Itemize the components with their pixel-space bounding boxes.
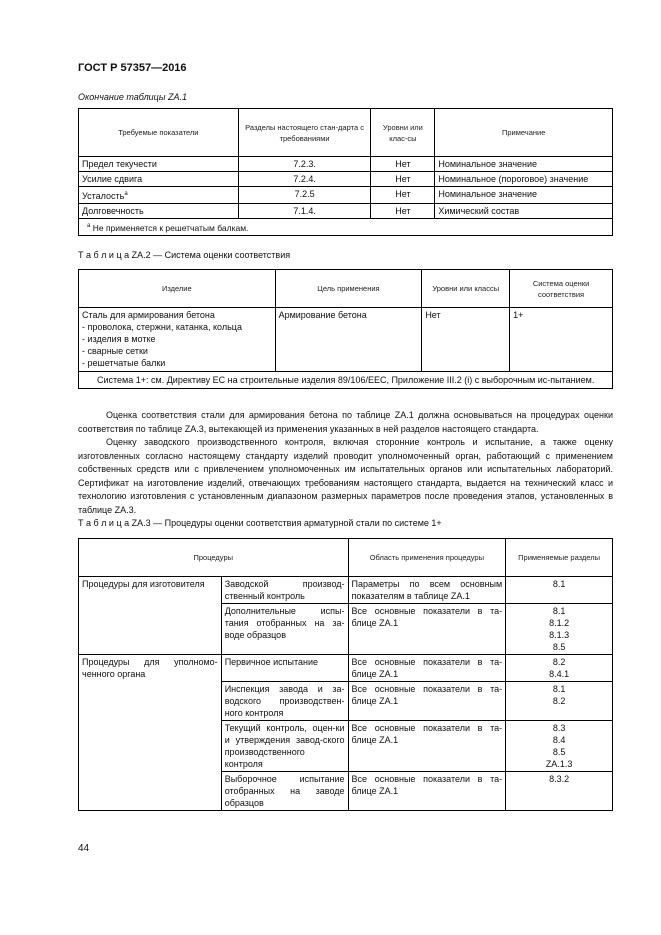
za1-param: Долговечность bbox=[79, 204, 239, 219]
za3-header-sections: Применяемые разделы bbox=[506, 539, 613, 577]
za3-sections bbox=[506, 682, 613, 721]
za3-section: 8.4.1 bbox=[549, 669, 570, 679]
table-row bbox=[79, 308, 613, 372]
za3-proc: Инспекция завода и за-водского производствен-ного контроля bbox=[221, 682, 348, 721]
za3-scope: Параметры по всем основным показателям в таблице ZA.1 bbox=[348, 577, 506, 604]
za2-product-line: - проволока, стержни, катанка, кольца bbox=[82, 322, 242, 332]
za3-scope: Все основные показатели в та-блице ZA.1 bbox=[348, 772, 506, 811]
za3-header-procedures: Процедуры bbox=[79, 539, 349, 577]
za3-section: 8.1.2 bbox=[549, 618, 570, 628]
za2-purpose: Армирование бетона bbox=[275, 308, 422, 372]
za3-sections bbox=[506, 577, 613, 604]
za1-footnote-mark: a bbox=[87, 223, 91, 229]
za2-header-system: Система оценки соответствия bbox=[510, 270, 613, 308]
table-row bbox=[79, 187, 613, 204]
table-row bbox=[79, 655, 613, 682]
table-za3-caption-title: — Процедуры оценки соответствия арматурной стали по системе 1+ bbox=[150, 518, 442, 528]
za3-group-manufacturer: Процедуры для изготовителя bbox=[79, 577, 222, 655]
table-za3 bbox=[78, 538, 613, 811]
za1-param: Усилие сдвига bbox=[79, 172, 239, 187]
za3-proc: Первичное испытание bbox=[221, 655, 348, 682]
za1-note: Номинальное значение bbox=[435, 187, 613, 204]
za2-system: 1+ bbox=[510, 308, 613, 372]
za3-section: 8.1 bbox=[552, 579, 566, 589]
za3-scope: Все основные показатели в та-блице ZA.1 bbox=[348, 721, 506, 772]
za2-product bbox=[79, 308, 276, 372]
za1-levels: Нет bbox=[371, 172, 435, 187]
za3-group-authority: Процедуры для уполномо-ченного органа bbox=[79, 655, 222, 811]
za3-section: 8.4 bbox=[552, 735, 566, 745]
za3-section: 8.1 bbox=[552, 684, 566, 694]
za3-sections bbox=[506, 655, 613, 682]
table-row bbox=[79, 204, 613, 219]
za3-proc: Выборочное испытание отобранных на заводе образцов bbox=[221, 772, 348, 811]
za1-section: 7.1.4. bbox=[238, 204, 371, 219]
za2-header-product: Изделие bbox=[79, 270, 276, 308]
table-za3-caption bbox=[78, 518, 442, 528]
za2-header-levels: Уровни или классы bbox=[422, 270, 510, 308]
paragraph-1: Оценка соответствия стали для армирования бетона по таблице ZA.1 должна основываться на процедурах оценки соответствия по таблице ZA.3, вытекающей из применения указанных в ней разделов настоящего стандарта. bbox=[78, 410, 613, 434]
table-row bbox=[79, 157, 613, 172]
za1-section: 7.2.5 bbox=[238, 187, 371, 204]
za3-section: 8.1.3 bbox=[549, 630, 570, 640]
paragraph-2: Оценку заводского производственного контроля, включая сторонние контроль и испытание, а также оценку изготовленных согласно настоящему стандарту изделий проводит уполномоченный орган, работающий с применением собственных средств или с привлечением уполномоченных им испытательных органов или испытательных лабораторий. Сертификат на изготовление изделий, отвечающих требованиям настоящего стандарта, выдается на технический класс и технологию изготовления с установленным диапазоном размерных параметров после проведения этапов, установленных в таблице ZA.3. bbox=[78, 437, 613, 515]
za3-proc: Текущий контроль, оцен-ки и утверждения завод-ского производственного контроля bbox=[221, 721, 348, 772]
za3-sections bbox=[506, 604, 613, 655]
za3-header-scope: Область применения процедуры bbox=[348, 539, 506, 577]
za1-param: Предел текучести bbox=[79, 157, 239, 172]
table-za2-caption-prefix: Т а б л и ц а ZA.2 bbox=[78, 250, 151, 260]
za3-section: 8.1 bbox=[552, 606, 566, 616]
za3-section: ZA.1.3 bbox=[545, 759, 573, 769]
za1-header-note: Примечание bbox=[435, 109, 613, 157]
za1-levels: Нет bbox=[371, 187, 435, 204]
za2-product-line: - сварные сетки bbox=[82, 346, 148, 356]
za2-header-purpose: Цель применения bbox=[275, 270, 422, 308]
table-row bbox=[79, 172, 613, 187]
za1-header-levels: Уровни или клас-сы bbox=[371, 109, 435, 157]
za3-section: 8.5 bbox=[552, 642, 566, 652]
za3-section: 8.3.2 bbox=[549, 774, 570, 784]
za1-header-section: Разделы настоящего стан-дарта с требованиями bbox=[238, 109, 371, 157]
za3-section: 8.2 bbox=[552, 657, 566, 667]
za1-note: Номинальное значение bbox=[435, 157, 613, 172]
za2-product-line: - решетчатые балки bbox=[82, 358, 166, 368]
za1-note: Номинальное (пороговое) значение bbox=[435, 172, 613, 187]
za2-note: Система 1+: см. Директиву ЕС на строительные изделия 89/106/EEC, Приложение III.2 (i) с выборочным ис-пытанием. bbox=[79, 372, 613, 389]
za3-section: 8.2 bbox=[552, 696, 566, 706]
table-za2-caption-title: — Система оценки соответствия bbox=[150, 250, 291, 260]
page-number: 44 bbox=[78, 843, 90, 854]
za3-section: 8.5 bbox=[552, 747, 566, 757]
za1-levels: Нет bbox=[371, 157, 435, 172]
za3-sections bbox=[506, 772, 613, 811]
za1-footnote bbox=[79, 219, 613, 236]
table-za2 bbox=[78, 269, 613, 389]
za3-sections bbox=[506, 721, 613, 772]
table-za1-caption: Окончание таблицы ZA.1 bbox=[78, 92, 187, 102]
za1-levels: Нет bbox=[371, 204, 435, 219]
table-za3-caption-prefix: Т а б л и ц а ZA.3 bbox=[78, 518, 151, 528]
za2-product-line: - изделия в мотке bbox=[82, 334, 156, 344]
table-row bbox=[79, 577, 613, 604]
za2-product-line: Сталь для армирования бетона bbox=[82, 310, 215, 320]
za1-header-param: Требуемые показатели bbox=[79, 109, 239, 157]
za3-scope: Все основные показатели в та-блице ZA.1 bbox=[348, 604, 506, 655]
za1-note: Химический состав bbox=[435, 204, 613, 219]
za3-scope: Все основные показатели в та-блице ZA.1 bbox=[348, 655, 506, 682]
body-text bbox=[78, 409, 613, 517]
za1-section: 7.2.4. bbox=[238, 172, 371, 187]
za3-proc: Заводской производ-ственный контроль bbox=[221, 577, 348, 604]
za3-scope: Все основные показатели в та-блице ZA.1 bbox=[348, 682, 506, 721]
table-za2-caption bbox=[78, 250, 290, 260]
za1-param-cell bbox=[79, 187, 239, 204]
document-header: ГОСТ Р 57357—2016 bbox=[78, 62, 187, 74]
table-za1 bbox=[78, 108, 613, 236]
za2-levels: Нет bbox=[422, 308, 510, 372]
za3-section: 8.3 bbox=[552, 723, 566, 733]
za1-section: 7.2.3. bbox=[238, 157, 371, 172]
za3-proc: Дополнительные испы-тания отобранных на за-воде образцов bbox=[221, 604, 348, 655]
za1-footnote-text: Не применяется к решетчатым балкам. bbox=[92, 222, 249, 233]
za1-footnote-ref: a bbox=[124, 191, 128, 197]
za1-param: Усталость bbox=[82, 191, 125, 201]
